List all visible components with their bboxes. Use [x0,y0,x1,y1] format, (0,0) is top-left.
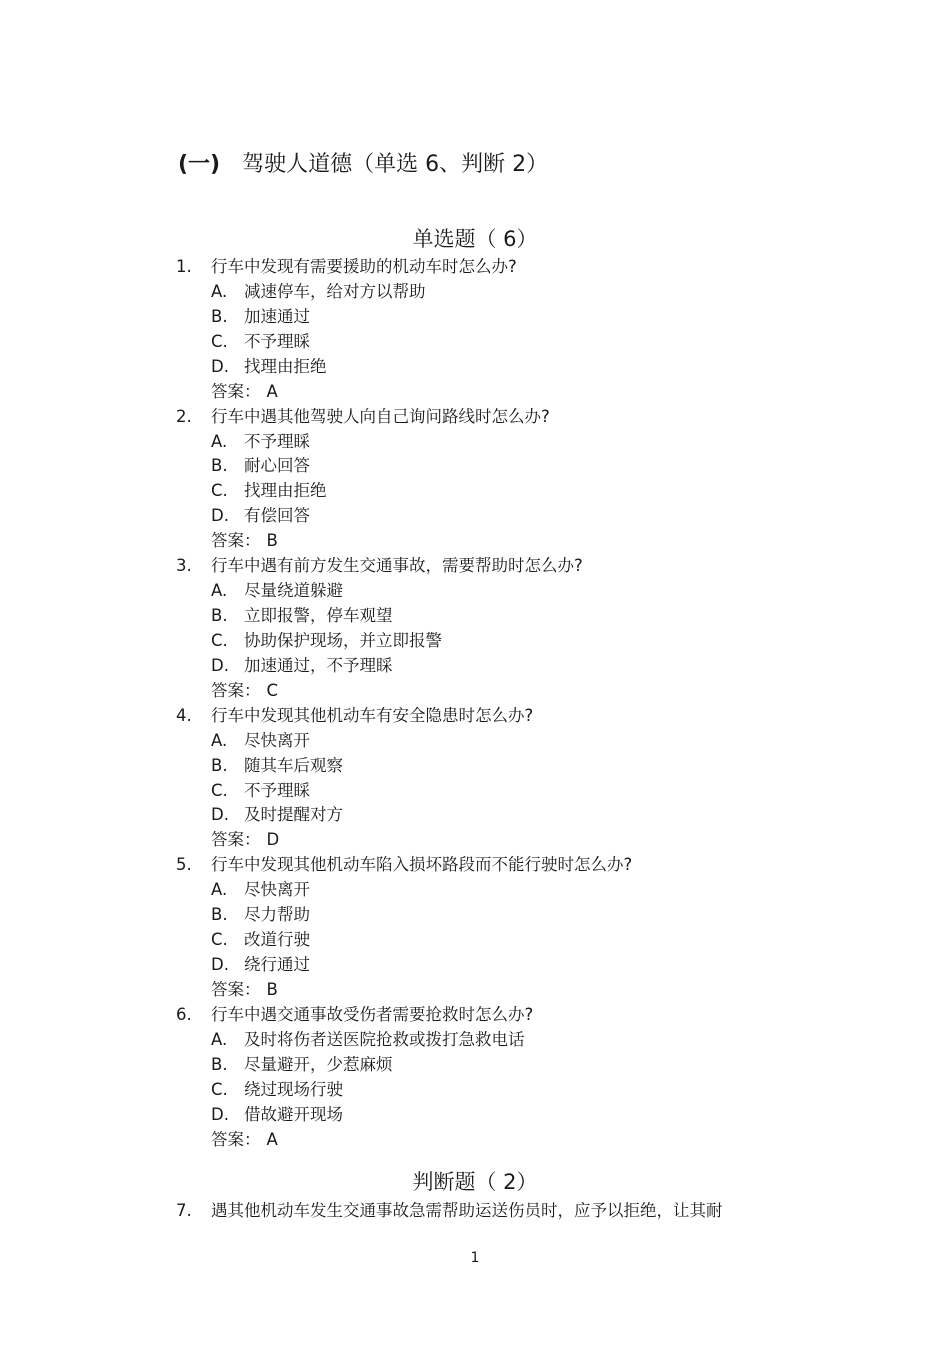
option-text: 耐心回答 [244,456,310,476]
answer-label: 答案： [211,381,261,401]
question-text: 行车中发现其他机动车陷入损坏路段而不能行驶时怎么办? [211,855,633,875]
option-text: 不予理睬 [244,431,310,451]
option-text: 及时提醒对方 [244,805,343,825]
answer-value: B [266,979,278,999]
option-text: 协助保护现场，并立即报警 [244,630,442,650]
answer-value: A [266,381,278,401]
option-text: 找理由拒绝 [244,481,327,501]
title-text: 驾驶人道德（单选 6、判断 2） [242,152,549,177]
option-label: A. [211,581,228,601]
section-title-single: 单选题（ 6） [412,227,538,251]
option-label: D. [211,506,229,526]
answer-label: 答案： [211,830,261,850]
answer-line [211,381,278,403]
question-text: 行车中遇有前方发生交通事故，需要帮助时怎么办? [211,556,583,576]
question-text: 行车中发现其他机动车有安全隐患时怎么办? [211,705,534,725]
option-label: D. [211,805,229,825]
option-label: B. [211,606,228,625]
option-label: B. [211,1054,228,1074]
page-title [178,150,548,180]
option-label: C. [211,930,228,950]
answer-label: 答案： [211,680,261,700]
question-number: 1. [176,257,192,276]
option-text: 不予理睬 [244,331,310,351]
option-label: C. [211,780,228,800]
option-label: B. [211,456,228,476]
option-label: B. [211,306,228,326]
section-title-judge: 判断题（ 2） [412,1170,538,1194]
option-text: 找理由拒绝 [244,356,327,376]
question-number: 2. [176,406,192,426]
option-text: 减速停车，给对方以帮助 [244,281,426,301]
option-label: A. [211,1029,228,1049]
question-number: 5. [176,855,192,875]
answer-line [211,530,278,552]
answer-label: 答案： [211,979,261,999]
option-label: D. [211,1104,229,1124]
option-text: 随其车后观察 [244,755,343,775]
answer-label: 答案： [211,1129,261,1149]
option-text: 尽力帮助 [244,905,310,925]
option-label: B. [211,905,228,925]
title-number: (一) [178,152,221,177]
option-text: 绕行通过 [244,955,310,974]
option-text: 立即报警，停车观望 [244,606,393,625]
question-number: 3. [176,556,192,576]
option-label: D. [211,955,229,974]
option-text: 加速通过，不予理睬 [244,655,393,675]
answer-label: 答案： [211,531,261,551]
option-label: D. [211,655,229,675]
option-label: C. [211,481,228,501]
option-text: 尽量避开，少惹麻烦 [244,1054,393,1074]
option-label: A. [211,281,228,301]
option-text: 有偿回答 [244,506,310,526]
answer-value: D [266,830,280,850]
option-label: C. [211,630,228,650]
judge-question-text: 遇其他机动车发生交通事故急需帮助运送伤员时，应予以拒绝，让其耐 [211,1201,723,1220]
judge-question-number: 7. [176,1201,192,1220]
answer-line [211,979,278,1001]
option-label: C. [211,1079,228,1099]
question-text: 行车中遇其他驾驶人向自己询问路线时怎么办? [211,406,550,426]
option-text: 及时将伤者送医院抢救或拨打急救电话 [244,1029,525,1049]
option-text: 尽快离开 [244,880,310,900]
answer-line [211,829,279,851]
option-text: 绕过现场行驶 [244,1079,343,1099]
option-label: A. [211,730,228,750]
answer-line [211,1129,278,1151]
option-text: 借故避开现场 [244,1104,343,1124]
option-label: B. [211,755,228,775]
option-text: 改道行驶 [244,930,310,950]
question-text: 行车中发现有需要援助的机动车时怎么办? [211,257,517,276]
option-label: A. [211,880,228,900]
option-label: D. [211,356,229,376]
option-text: 不予理睬 [244,780,310,800]
answer-line [211,680,278,702]
question-number: 6. [176,1005,192,1024]
question-text: 行车中遇交通事故受伤者需要抢救时怎么办? [211,1005,534,1024]
option-text: 尽快离开 [244,730,310,750]
option-label: A. [211,431,228,451]
option-text: 尽量绕道躲避 [244,581,343,601]
option-label: C. [211,331,228,351]
answer-value: B [266,531,278,551]
question-number: 4. [176,705,192,725]
answer-value: A [266,1129,278,1149]
answer-value: C [266,680,279,700]
page-number: 1 [470,1250,480,1266]
option-text: 加速通过 [244,306,310,326]
